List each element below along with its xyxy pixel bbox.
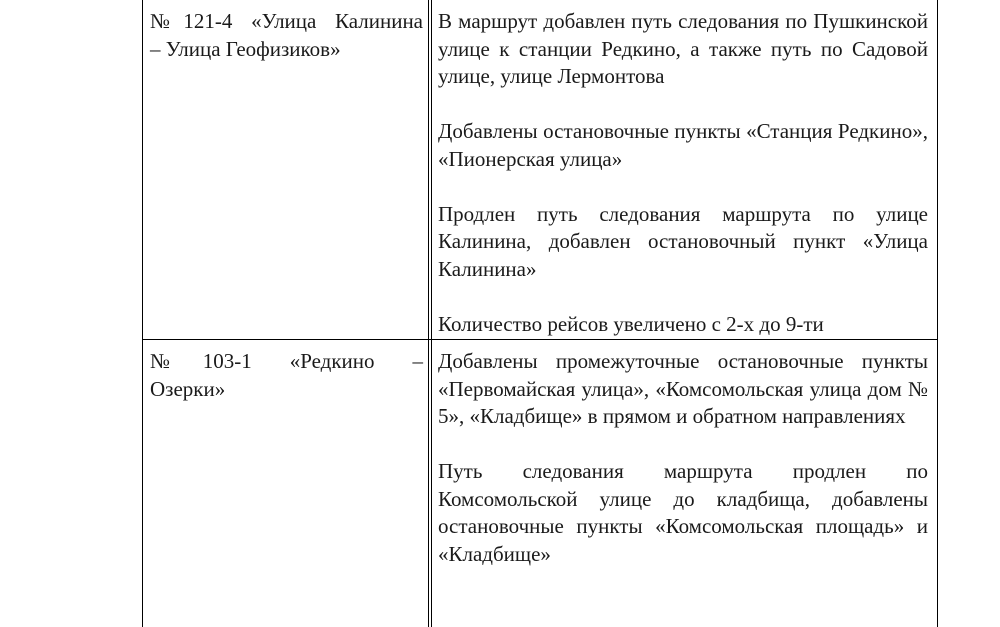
- change-paragraph: В маршрут добавлен путь следования по Пушкинской улице к станции Редкино, а также путь по Садовой улице, улице Лермонтова: [438, 9, 928, 88]
- table-border-left: [142, 0, 143, 627]
- row-separator: [142, 339, 938, 340]
- change-paragraph: Путь следования маршрута продлен по Комсомольской улице до кладбища, добавлены остановочные пункты «Комсомольская площадь» и «Кладбище»: [438, 459, 928, 566]
- change-paragraph: Продлен путь следования маршрута по улице Калинина, добавлен остановочный пункт «Улица Калинина»: [438, 201, 928, 281]
- route-name-line: №103-1 «Редкино –: [150, 349, 423, 373]
- route-name-line: – Улица Геофизиков»: [150, 36, 341, 61]
- route-name-cell: [150, 8, 423, 63]
- table-divider: [431, 0, 432, 627]
- route-name-line: №121-4 «Улица Калинина: [150, 9, 423, 33]
- change-paragraph: Количество рейсов увеличено с 2-х до 9-ти: [438, 311, 824, 336]
- change-paragraph: Добавлены остановочные пункты «Станция Редкино», «Пионерская улица»: [438, 119, 928, 171]
- table-border-right: [937, 0, 938, 627]
- table-divider: [428, 0, 429, 627]
- route-name-line: Озерки»: [150, 376, 226, 401]
- route-name-cell: [150, 348, 423, 403]
- change-paragraph: Добавлены промежуточные остановочные пункты «Первомайская улица», «Комсомольская улица дом № 5», «Кладбище» в прямом и обратном направлениях: [438, 349, 928, 428]
- route-changes-cell: [438, 8, 928, 338]
- route-changes-cell: [438, 348, 928, 568]
